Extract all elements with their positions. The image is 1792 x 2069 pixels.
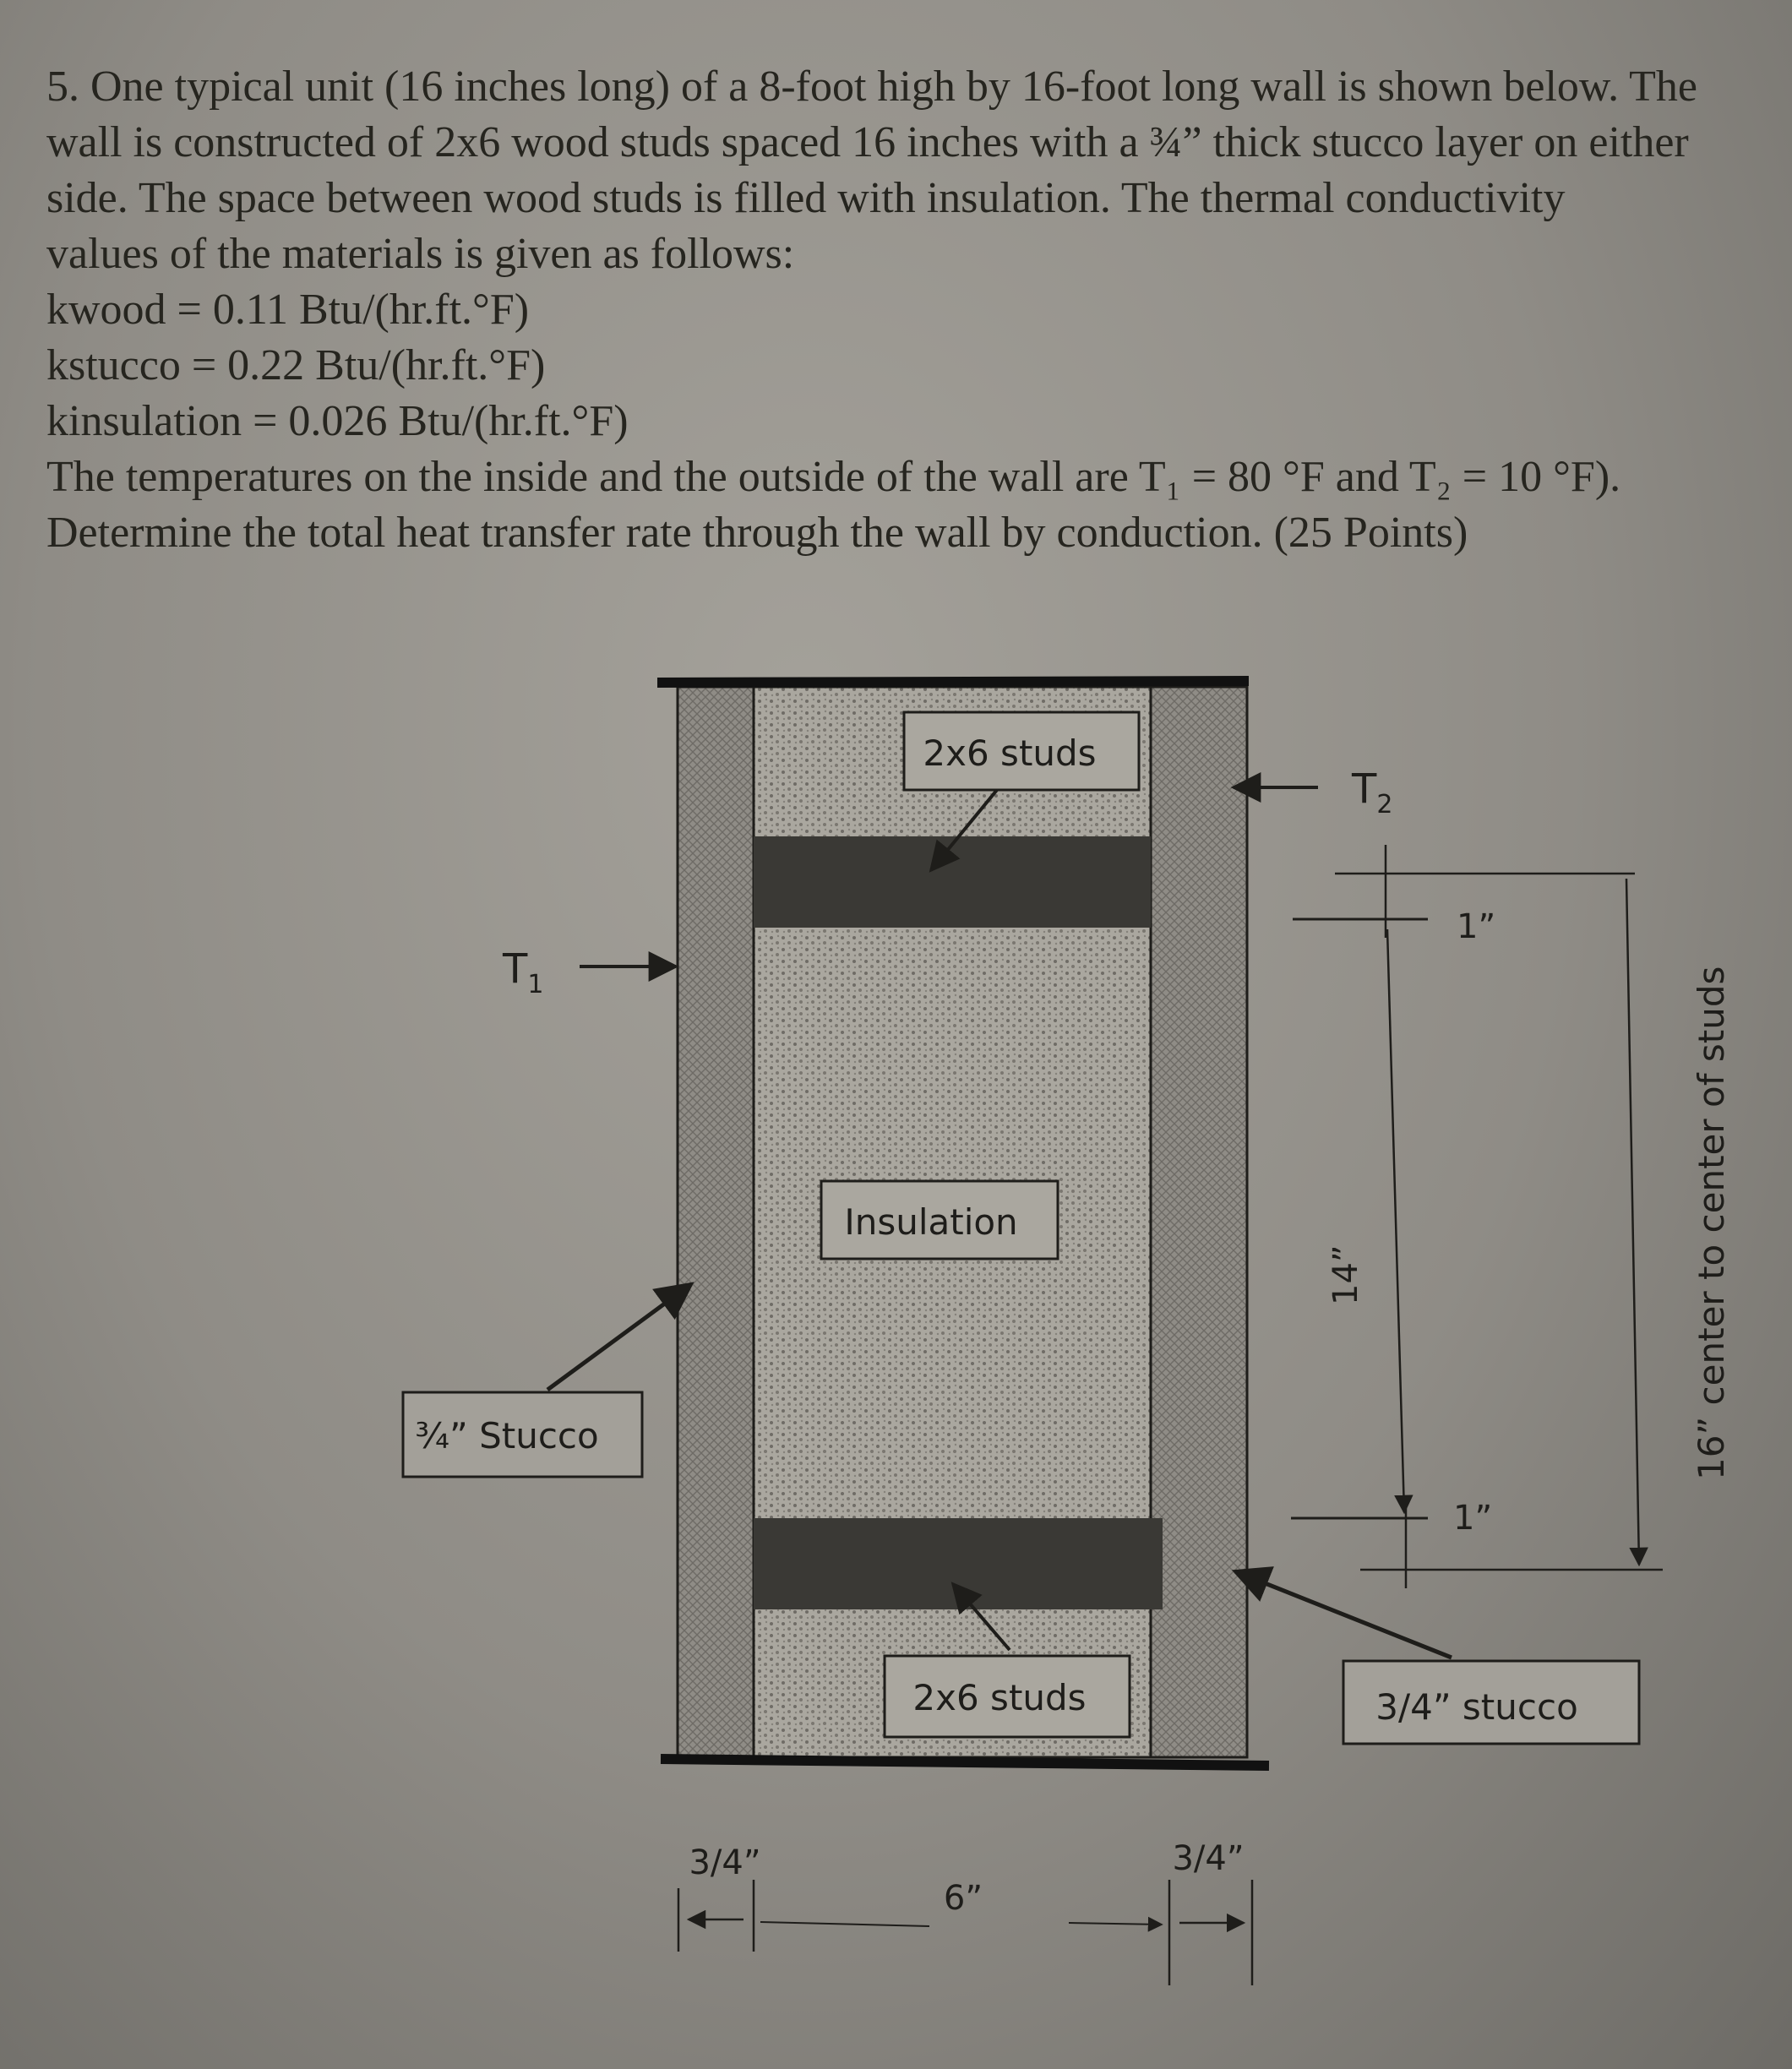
- label-insulation: Insulation: [844, 1201, 1018, 1243]
- label-studs-top: 2x6 studs: [923, 732, 1097, 774]
- label-T1: [502, 945, 543, 999]
- label-stucco-left: ¾” Stucco: [415, 1415, 599, 1456]
- dim-1in-top: 1”: [1457, 907, 1496, 946]
- label-studs-bottom: 2x6 studs: [912, 1677, 1087, 1718]
- dim-1in-bottom: 1”: [1453, 1499, 1493, 1538]
- stucco-right-layer: [1151, 687, 1247, 1757]
- stucco-left-layer: [678, 687, 754, 1757]
- task-line: Determine the total heat transfer rate through the wall by conduction. (25 Points): [46, 509, 1468, 557]
- label-stucco-right: 3/4” stucco: [1375, 1686, 1578, 1728]
- pointer-stucco-left: [547, 1284, 691, 1390]
- label-T1-sub: 1: [527, 970, 544, 999]
- stud-top: [754, 836, 1151, 928]
- wall-top-edge: [657, 681, 1249, 683]
- problem-line-2: wall is constructed of 2x6 wood studs spaced 16 inches with a ¾” thick stucco layer on either: [46, 118, 1689, 166]
- k-insulation: kinsulation = 0.026 Btu/(hr.ft.°F): [46, 397, 629, 445]
- pointer-stucco-right: [1235, 1571, 1452, 1658]
- label-T2-main: T: [1352, 765, 1377, 813]
- dim-line-14: [1387, 929, 1404, 1512]
- label-T2: [1351, 765, 1392, 819]
- k-wood: kwood = 0.11 Btu/(hr.ft.°F): [46, 286, 530, 334]
- label-T2-sub: 2: [1376, 790, 1393, 819]
- dim-line-16: [1626, 879, 1639, 1565]
- dim-line-6-right: [1069, 1923, 1162, 1925]
- dim-3-4-left: 3/4”: [689, 1843, 761, 1882]
- problem-line-1: 5. One typical unit (16 inches long) of a 8-foot high by 16-foot long wall is shown below. The: [46, 63, 1698, 111]
- stud-bottom: [754, 1518, 1163, 1609]
- problem-line-3: side. The space between wood studs is filled with insulation. The thermal conductivity: [46, 174, 1566, 222]
- dim-14in: 14”: [1326, 1244, 1365, 1305]
- dim-16in: 16” center to center of studs: [1691, 966, 1732, 1480]
- problem-line-4: values of the materials is given as follows:: [46, 230, 795, 278]
- wall-bottom-edge: [661, 1759, 1269, 1766]
- dim-6in: 6”: [943, 1879, 983, 1918]
- dim-3-4-right: 3/4”: [1172, 1839, 1245, 1878]
- dim-line-6: [760, 1922, 929, 1926]
- k-stucco: kstucco = 0.22 Btu/(hr.ft.°F): [46, 341, 546, 389]
- temperatures-line: The temperatures on the inside and the outside of the wall are T₁ = 80 °F and T₂ = 10 °F).: [46, 453, 1621, 501]
- label-T1-main: T: [503, 945, 528, 993]
